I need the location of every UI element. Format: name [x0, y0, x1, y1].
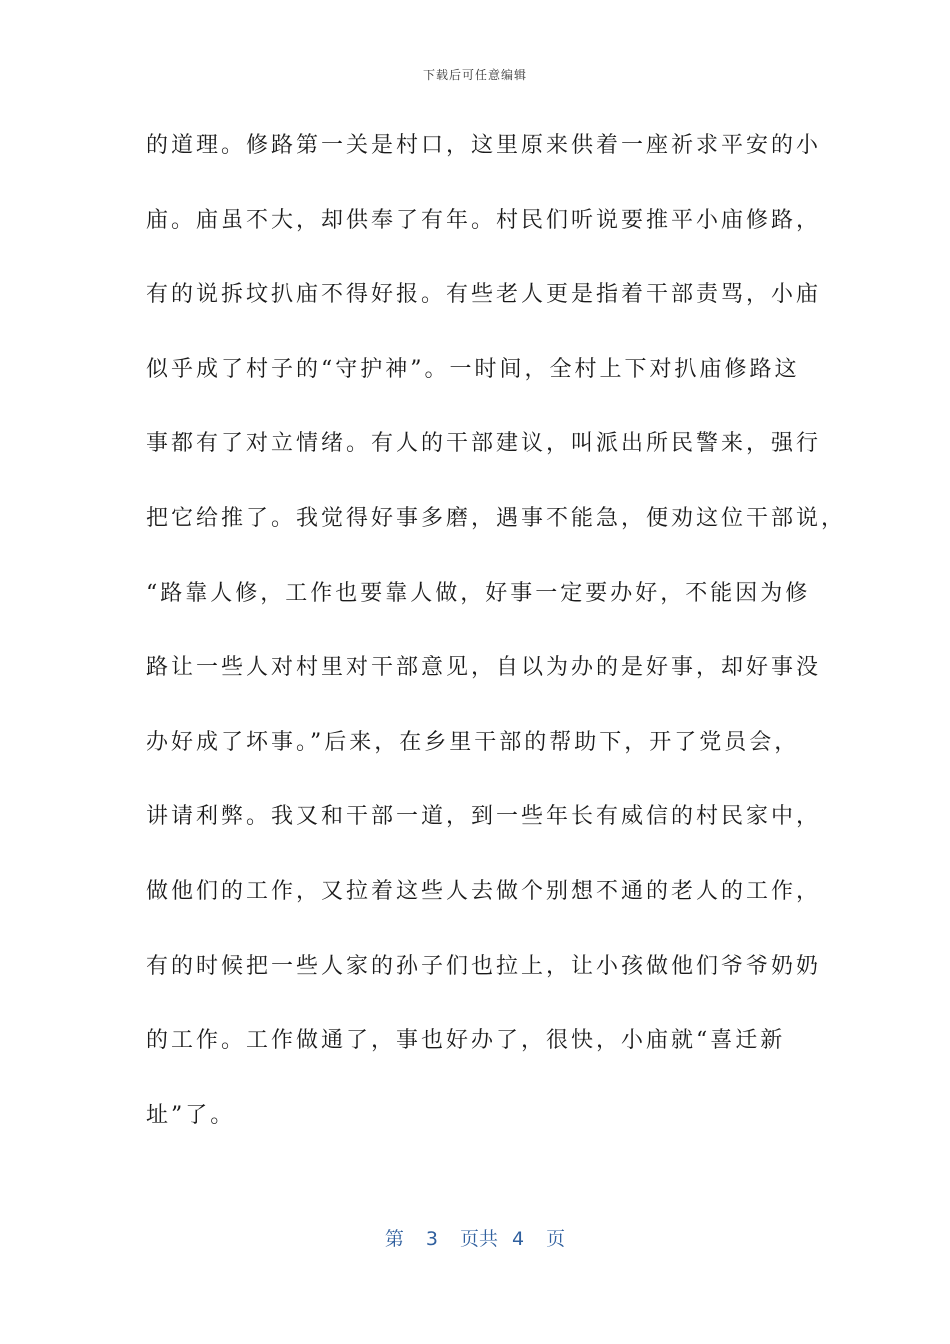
- text-line: 址”了。: [146, 1102, 236, 1128]
- text-line: 办好成了坏事。”后来，在乡里干部的帮助下，开了党员会，: [146, 729, 800, 755]
- body-text: [146, 124, 847, 1168]
- text-line: 的道理。修路第一关是村口，这里原来供着一座祈求平安的小: [146, 133, 822, 158]
- text-line: 讲请利弊。我又和干部一道，到一些年长有威信的村民家中，: [146, 804, 822, 830]
- page-of-label: 页共: [459, 1228, 498, 1250]
- text-line: 有的说拆坟扒庙不得好报。有些老人更是指着干部责骂，小庙: [146, 282, 822, 308]
- page-label: 第: [384, 1228, 404, 1250]
- text-line: 事都有了对立情绪。有人的干部建议，叫派出所民警来，强行: [146, 431, 822, 457]
- text-line: 庙。庙虽不大，却供奉了有年。村民们听说要推平小庙修路，: [146, 207, 822, 233]
- page-end-label: 页: [546, 1228, 566, 1250]
- text-line: 路让一些人对村里对干部意见，自以为办的是好事，却好事没: [146, 655, 822, 681]
- text-line: “路靠人修，工作也要靠人做，好事一定要办好，不能因为修: [146, 580, 811, 606]
- current-page-number: 3: [425, 1228, 438, 1250]
- text-line: 做他们的工作，又拉着这些人去做个别想不通的老人的工作，: [146, 878, 822, 904]
- text-line: 的工作。工作做通了，事也好办了，很快，小庙就“喜迁新: [146, 1028, 786, 1054]
- page-footer: [0, 1224, 950, 1251]
- total-pages-number: 4: [512, 1228, 525, 1250]
- page-header: 下载后可任意编辑: [422, 68, 527, 82]
- text-line: 有的时候把一些人家的孙子们也拉上，让小孩做他们爷爷奶奶: [146, 953, 822, 979]
- text-line: 似乎成了村子的“守护神”。一时间，全村上下对扒庙修路这: [146, 356, 800, 382]
- text-line: 把它给推了。我觉得好事多磨，遇事不能急，便劝这位干部说，: [146, 505, 847, 531]
